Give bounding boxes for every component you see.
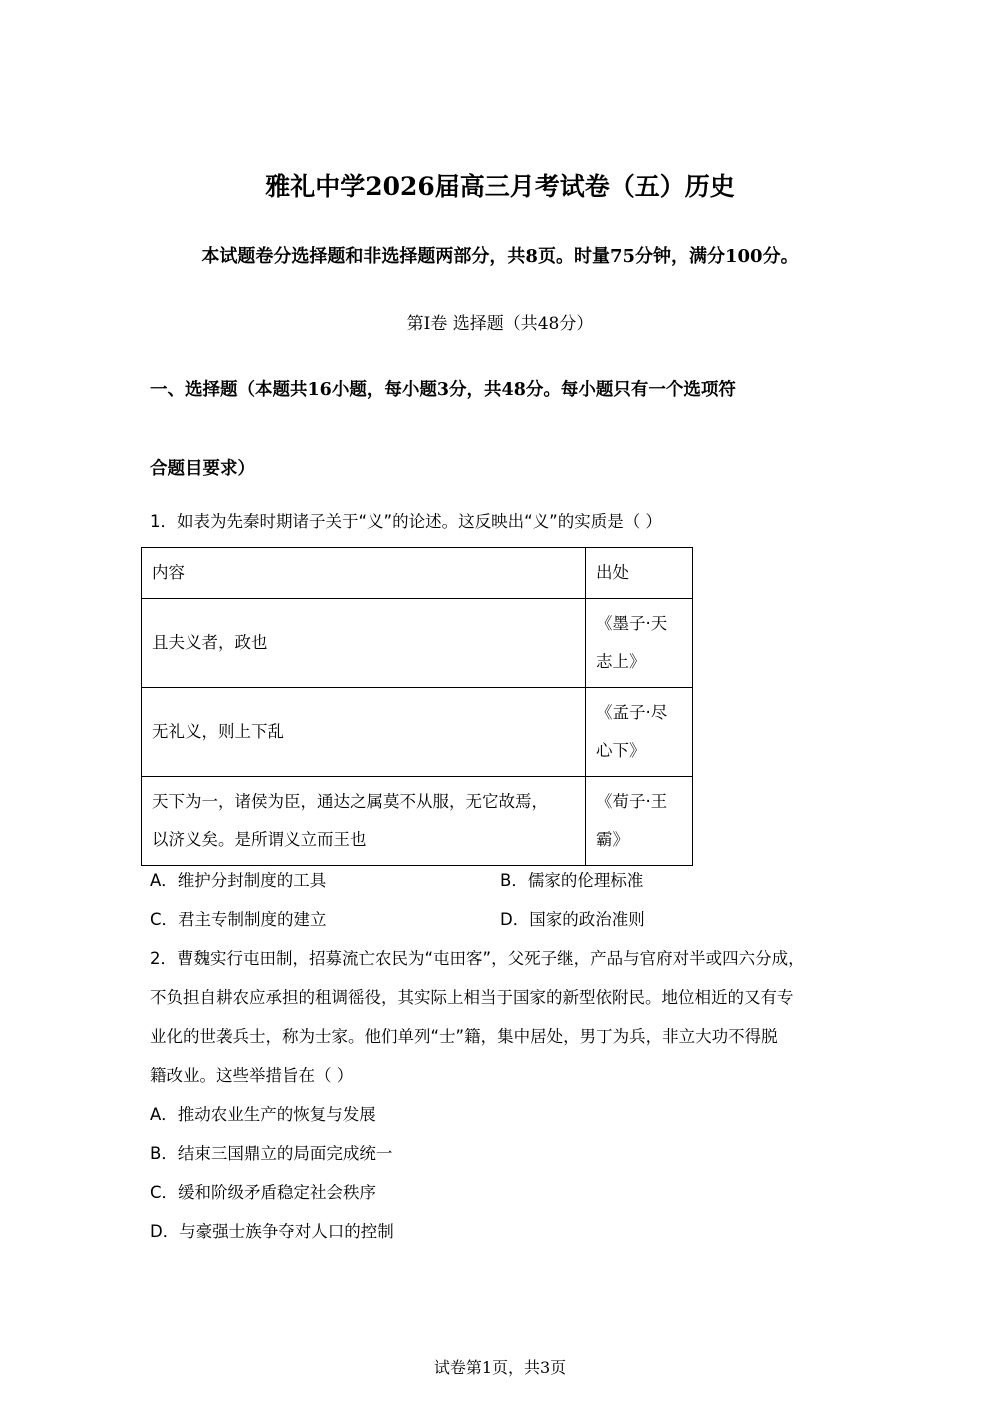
cell-text: 志上》 xyxy=(596,652,646,671)
table-header-source: 出处 xyxy=(586,548,693,599)
exam-instructions: 本试题卷分选择题和非选择题两部分，共8页。时量75分钟，满分100分。 xyxy=(201,246,799,267)
question-1-option-d[interactable]: D．国家的政治准则 xyxy=(500,910,645,929)
question-1-option-b[interactable]: B．儒家的伦理标准 xyxy=(500,871,644,890)
question-2-stem-line: 不负担自耕农应承担的租调徭役，其实际上相当于国家的新型依附民。地位相近的又有专 xyxy=(150,988,794,1007)
question-2-option-d[interactable]: D．与豪强士族争夺对人口的控制 xyxy=(150,1222,394,1241)
cell-text: 天下为一，诸侯为臣，通达之属莫不从服，无它故焉， xyxy=(152,792,548,811)
question-2-option-b[interactable]: B．结束三国鼎立的局面完成统一 xyxy=(150,1144,393,1163)
table-row xyxy=(142,599,693,688)
question-2-stem-line: 业化的世袭兵士，称为士家。他们单列“士”籍，集中居处，男丁为兵，非立大功不得脱 xyxy=(150,1027,778,1046)
table-cell-content xyxy=(142,599,586,688)
cell-text: 无礼义，则上下乱 xyxy=(152,722,284,741)
question-1-stem: 1．如表为先秦时期诸子关于“义”的论述。这反映出“义”的实质是（ ） xyxy=(150,512,662,531)
question-1-option-c[interactable]: C．君主专制制度的建立 xyxy=(150,910,327,929)
question-1-table xyxy=(141,547,693,866)
question-2-option-a[interactable]: A．推动农业生产的恢复与发展 xyxy=(150,1105,376,1124)
cell-text: 《孟子·尽 xyxy=(596,703,668,722)
table-header-row xyxy=(142,548,693,599)
page-footer: 试卷第1页，共3页 xyxy=(433,1358,567,1377)
section-heading-line2: 合题目要求） xyxy=(150,459,255,479)
table-cell-content xyxy=(142,688,586,777)
table-header-content: 内容 xyxy=(142,548,586,599)
table-row xyxy=(142,688,693,777)
table-cell-source xyxy=(586,777,693,866)
table-cell-source xyxy=(586,599,693,688)
part-heading: 第Ⅰ卷 选择题（共48分） xyxy=(406,314,594,334)
table-row xyxy=(142,777,693,866)
cell-text: 以济义矣。是所谓义立而王也 xyxy=(152,830,367,849)
exam-title: 雅礼中学2026届高三月考试卷（五）历史 xyxy=(265,172,735,201)
table-cell-source xyxy=(586,688,693,777)
cell-text: 且夫义者，政也 xyxy=(152,633,268,652)
cell-text: 心下》 xyxy=(596,741,646,760)
cell-text: 《墨子·天 xyxy=(596,614,668,633)
question-2-stem-line: 籍改业。这些举措旨在（ ） xyxy=(150,1066,354,1085)
question-2-option-c[interactable]: C．缓和阶级矛盾稳定社会秩序 xyxy=(150,1183,377,1202)
question-1-option-a[interactable]: A．维护分封制度的工具 xyxy=(150,871,327,890)
cell-text: 《荀子·王 xyxy=(596,792,668,811)
section-heading-line1: 一、选择题（本题共16小题，每小题3分，共48分。每小题只有一个选项符 xyxy=(150,380,736,400)
question-2-stem-line: 2．曹魏实行屯田制，招募流亡农民为“屯田客”，父死子继，产品与官府对半或四六分成， xyxy=(150,949,805,968)
table-cell-content xyxy=(142,777,586,866)
cell-text: 霸》 xyxy=(596,830,629,849)
